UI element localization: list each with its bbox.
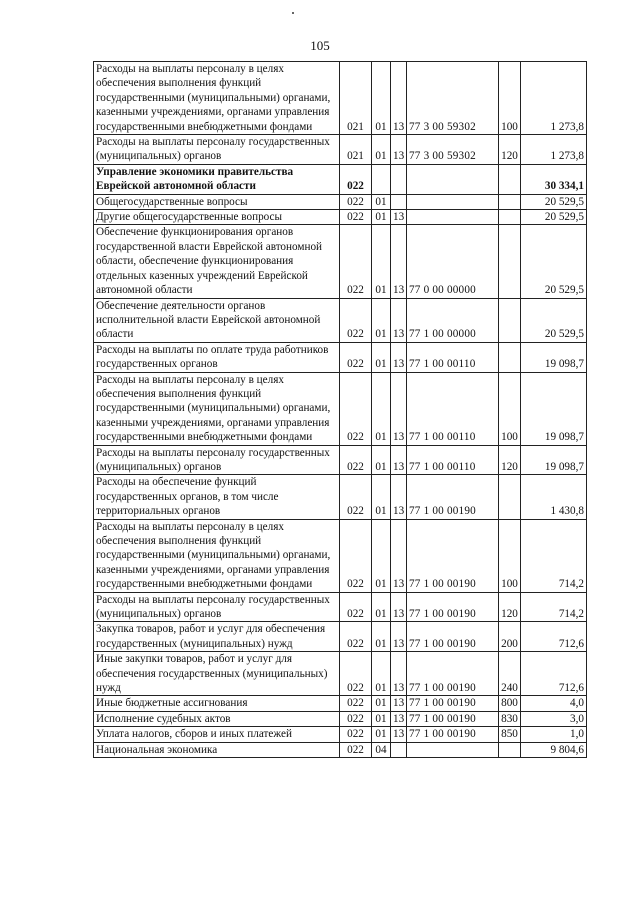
section-code-cell: 01: [372, 372, 391, 445]
amount-cell: 712,6: [521, 622, 587, 652]
subsection-code-cell: 13: [391, 519, 407, 592]
target-article-cell: 77 1 00 00190: [407, 622, 499, 652]
admin-code-cell: 022: [340, 475, 372, 519]
row-name-cell: Закупка товаров, работ и услуг для обеспечения государственных (муниципальных) нужд: [94, 622, 340, 652]
target-article-cell: 77 1 00 00110: [407, 342, 499, 372]
row-name-cell: Расходы на выплаты персоналу в целях обеспечения выполнения функций государственными (муниципальными) органами, казенными учреждениями, органами управления государственными внебюджетными фондами: [94, 372, 340, 445]
table-row: [94, 445, 587, 475]
subsection-code-cell: [391, 164, 407, 194]
subsection-code-cell: 13: [391, 372, 407, 445]
expense-type-cell: 120: [499, 592, 521, 622]
admin-code-cell: 022: [340, 298, 372, 342]
expense-type-cell: [499, 342, 521, 372]
section-code-cell: 01: [372, 711, 391, 726]
amount-cell: 19 098,7: [521, 445, 587, 475]
amount-cell: 19 098,7: [521, 372, 587, 445]
budget-table: [93, 61, 587, 758]
expense-type-cell: [499, 475, 521, 519]
subsection-code-cell: [391, 742, 407, 757]
row-name-cell: Обеспечение функционирования органов государственной власти Еврейской автономной области, обеспечение функционирования отдельных казенных учреждений Еврейской автономной области: [94, 225, 340, 298]
table-row: [94, 225, 587, 298]
table-row: [94, 210, 587, 225]
section-code-cell: 01: [372, 342, 391, 372]
section-code-cell: 01: [372, 210, 391, 225]
section-code-cell: 01: [372, 445, 391, 475]
amount-cell: 19 098,7: [521, 342, 587, 372]
section-code-cell: 01: [372, 62, 391, 135]
expense-type-cell: 800: [499, 696, 521, 711]
table-body: [94, 62, 587, 758]
admin-code-cell: 022: [340, 342, 372, 372]
target-article-cell: 77 1 00 00190: [407, 652, 499, 696]
target-article-cell: 77 0 00 00000: [407, 225, 499, 298]
subsection-code-cell: 13: [391, 445, 407, 475]
scan-speck: [292, 12, 294, 14]
admin-code-cell: 022: [340, 225, 372, 298]
subsection-code-cell: 13: [391, 225, 407, 298]
expense-type-cell: 120: [499, 135, 521, 165]
row-name-cell: Управление экономики правительства Еврейской автономной области: [94, 164, 340, 194]
amount-cell: 1 430,8: [521, 475, 587, 519]
target-article-cell: [407, 164, 499, 194]
row-name-cell: Расходы на выплаты персоналу в целях обеспечения выполнения функций государственными (муниципальными) органами, казенными учреждениями, органами управления государственными внебюджетными фондами: [94, 519, 340, 592]
admin-code-cell: 022: [340, 742, 372, 757]
table-row: [94, 696, 587, 711]
expense-type-cell: 830: [499, 711, 521, 726]
expense-type-cell: 100: [499, 372, 521, 445]
admin-code-cell: 021: [340, 135, 372, 165]
table-row: [94, 194, 587, 209]
amount-cell: 714,2: [521, 519, 587, 592]
table-row: [94, 298, 587, 342]
expense-type-cell: 120: [499, 445, 521, 475]
table-row: [94, 652, 587, 696]
section-code-cell: 01: [372, 298, 391, 342]
target-article-cell: [407, 210, 499, 225]
section-code-cell: 01: [372, 652, 391, 696]
row-name-cell: Расходы на выплаты персоналу государственных (муниципальных) органов: [94, 135, 340, 165]
table-row: [94, 62, 587, 135]
table-row: [94, 164, 587, 194]
expense-type-cell: [499, 298, 521, 342]
subsection-code-cell: 13: [391, 711, 407, 726]
expense-type-cell: [499, 210, 521, 225]
subsection-code-cell: 13: [391, 135, 407, 165]
row-name-cell: Расходы на выплаты по оплате труда работников государственных органов: [94, 342, 340, 372]
admin-code-cell: 022: [340, 727, 372, 742]
admin-code-cell: 022: [340, 592, 372, 622]
target-article-cell: 77 1 00 00190: [407, 711, 499, 726]
target-article-cell: 77 1 00 00190: [407, 727, 499, 742]
target-article-cell: 77 3 00 59302: [407, 62, 499, 135]
section-code-cell: [372, 164, 391, 194]
table-row: [94, 342, 587, 372]
table-row: [94, 519, 587, 592]
subsection-code-cell: 13: [391, 298, 407, 342]
target-article-cell: 77 3 00 59302: [407, 135, 499, 165]
expense-type-cell: [499, 742, 521, 757]
admin-code-cell: 022: [340, 372, 372, 445]
amount-cell: 1 273,8: [521, 135, 587, 165]
subsection-code-cell: 13: [391, 62, 407, 135]
subsection-code-cell: 13: [391, 592, 407, 622]
table-row: [94, 135, 587, 165]
subsection-code-cell: 13: [391, 210, 407, 225]
target-article-cell: 77 1 00 00190: [407, 696, 499, 711]
subsection-code-cell: 13: [391, 727, 407, 742]
row-name-cell: Другие общегосударственные вопросы: [94, 210, 340, 225]
expense-type-cell: 100: [499, 62, 521, 135]
target-article-cell: 77 1 00 00000: [407, 298, 499, 342]
subsection-code-cell: 13: [391, 342, 407, 372]
target-article-cell: 77 1 00 00190: [407, 519, 499, 592]
amount-cell: 1 273,8: [521, 62, 587, 135]
table-row: [94, 727, 587, 742]
admin-code-cell: 021: [340, 62, 372, 135]
expense-type-cell: 850: [499, 727, 521, 742]
admin-code-cell: 022: [340, 164, 372, 194]
row-name-cell: Расходы на обеспечение функций государственных органов, в том числе территориальных органов: [94, 475, 340, 519]
row-name-cell: Национальная экономика: [94, 742, 340, 757]
admin-code-cell: 022: [340, 210, 372, 225]
amount-cell: 20 529,5: [521, 210, 587, 225]
section-code-cell: 01: [372, 727, 391, 742]
amount-cell: 712,6: [521, 652, 587, 696]
row-name-cell: Расходы на выплаты персоналу в целях обеспечения выполнения функций государственными (муниципальными) органами, казенными учреждениями, органами управления государственными внебюджетными фондами: [94, 62, 340, 135]
row-name-cell: Исполнение судебных актов: [94, 711, 340, 726]
expense-type-cell: 240: [499, 652, 521, 696]
section-code-cell: 01: [372, 194, 391, 209]
expense-type-cell: [499, 164, 521, 194]
subsection-code-cell: 13: [391, 696, 407, 711]
amount-cell: 714,2: [521, 592, 587, 622]
section-code-cell: 01: [372, 592, 391, 622]
section-code-cell: 01: [372, 622, 391, 652]
section-code-cell: 01: [372, 696, 391, 711]
row-name-cell: Расходы на выплаты персоналу государственных (муниципальных) органов: [94, 445, 340, 475]
target-article-cell: 77 1 00 00110: [407, 445, 499, 475]
amount-cell: 30 334,1: [521, 164, 587, 194]
page-number: 105: [310, 38, 330, 53]
admin-code-cell: 022: [340, 194, 372, 209]
table-row: [94, 475, 587, 519]
amount-cell: 20 529,5: [521, 298, 587, 342]
expense-type-cell: 100: [499, 519, 521, 592]
admin-code-cell: 022: [340, 622, 372, 652]
amount-cell: 3,0: [521, 711, 587, 726]
row-name-cell: Иные бюджетные ассигнования: [94, 696, 340, 711]
amount-cell: 20 529,5: [521, 225, 587, 298]
section-code-cell: 01: [372, 135, 391, 165]
table-row: [94, 742, 587, 757]
expense-type-cell: [499, 194, 521, 209]
admin-code-cell: 022: [340, 696, 372, 711]
table-row: [94, 711, 587, 726]
amount-cell: 1,0: [521, 727, 587, 742]
amount-cell: 9 804,6: [521, 742, 587, 757]
section-code-cell: 01: [372, 519, 391, 592]
table-row: [94, 622, 587, 652]
target-article-cell: 77 1 00 00190: [407, 592, 499, 622]
target-article-cell: [407, 742, 499, 757]
row-name-cell: Уплата налогов, сборов и иных платежей: [94, 727, 340, 742]
row-name-cell: Расходы на выплаты персоналу государственных (муниципальных) органов: [94, 592, 340, 622]
subsection-code-cell: 13: [391, 475, 407, 519]
admin-code-cell: 022: [340, 445, 372, 475]
target-article-cell: 77 1 00 00110: [407, 372, 499, 445]
section-code-cell: 01: [372, 475, 391, 519]
subsection-code-cell: 13: [391, 652, 407, 696]
subsection-code-cell: [391, 194, 407, 209]
row-name-cell: Иные закупки товаров, работ и услуг для обеспечения государственных (муниципальных) нужд: [94, 652, 340, 696]
row-name-cell: Общегосударственные вопросы: [94, 194, 340, 209]
section-code-cell: 04: [372, 742, 391, 757]
table-row: [94, 372, 587, 445]
row-name-cell: Обеспечение деятельности органов исполнительной власти Еврейской автономной области: [94, 298, 340, 342]
admin-code-cell: 022: [340, 711, 372, 726]
amount-cell: 4,0: [521, 696, 587, 711]
subsection-code-cell: 13: [391, 622, 407, 652]
target-article-cell: [407, 194, 499, 209]
section-code-cell: 01: [372, 225, 391, 298]
amount-cell: 20 529,5: [521, 194, 587, 209]
expense-type-cell: 200: [499, 622, 521, 652]
expense-type-cell: [499, 225, 521, 298]
table-row: [94, 592, 587, 622]
admin-code-cell: 022: [340, 519, 372, 592]
target-article-cell: 77 1 00 00190: [407, 475, 499, 519]
admin-code-cell: 022: [340, 652, 372, 696]
